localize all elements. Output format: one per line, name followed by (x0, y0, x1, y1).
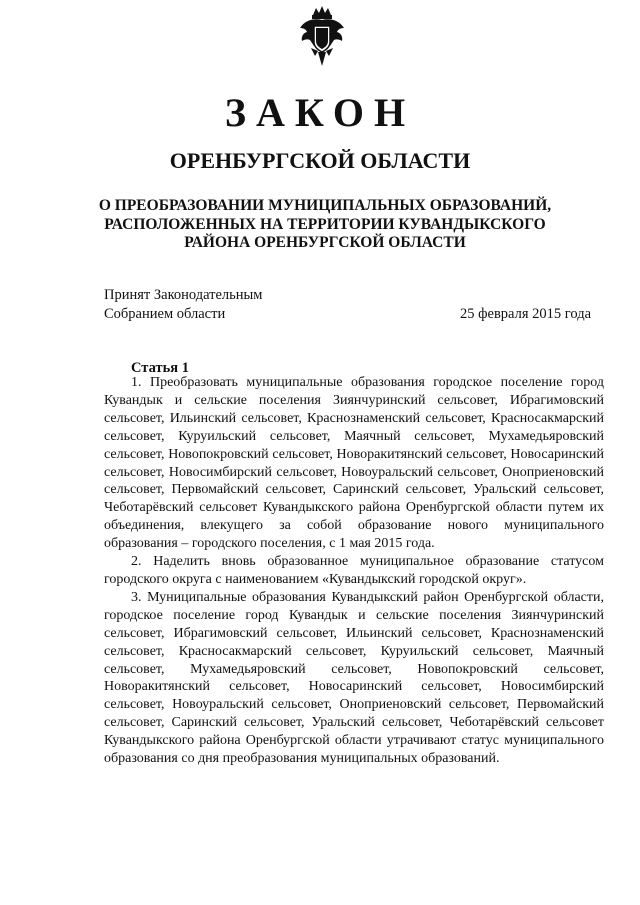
article-paragraph: 3. Муниципальные образования Кувандыкский район Оренбургской области, городское поселение город Кувандык и сельские поселения Зиянчуринский сельсовет, Ибрагимовский сельсовет, Ильинский сельсовет, Краснознаменский сельсовет, Красносакмарский сельсовет, Куруильский сельсовет, Маячный сельсовет, Мухамедьяровский сельсовет, Новопокровский сельсовет, Новоракитянский сельсовет, Новосаринский сельсовет, Новосимбирский сельсовет, Новоуральский сельсовет, Оноприеновский сельсовет, Первомайский сельсовет, Саринский сельсовет, Уральский сельсовет, Чеботарёвский сельсовет Кувандыкского района Оренбургской области утрачивают статус муниципального образования со дня преобразования муниципальных образований. (104, 589, 604, 767)
law-subject (90, 197, 560, 253)
article-title: Статья 1 (131, 360, 189, 376)
article-body (104, 374, 604, 768)
document-title: ЗАКОН (224, 90, 416, 135)
coat-of-arms-icon (297, 6, 347, 68)
law-subject-line: О ПРЕОБРАЗОВАНИИ МУНИЦИПАЛЬНЫХ ОБРАЗОВАНИЙ, (98, 197, 552, 214)
region-name: ОРЕНБУРГСКОЙ ОБЛАСТИ (169, 148, 471, 173)
adoption-body (104, 286, 262, 324)
article-paragraph: 1. Преобразовать муниципальные образования городское поселение город Кувандык и сельские поселения Зиянчуринский сельсовет, Ибрагимовский сельсовет, Ильинский сельсовет, Краснознаменский сельсовет, Красносакмарский сельсовет, Куруильский сельсовет, Маячный сельсовет, Мухамедьяровский сельсовет, Новопокровский сельсовет, Новоракитянский сельсовет, Новосаринский сельсовет, Новосимбирский сельсовет, Новоуральский сельсовет, Оноприеновский сельсовет, Первомайский сельсовет, Саринский сельсовет, Уральский сельсовет, Чеботарёвский сельсовет Кувандыкского района Оренбургской области путем их объединения, влекущего за собой образование нового муниципального образования – городского поселения, с 1 мая 2015 года. (104, 375, 604, 552)
article-paragraph: 2. Наделить вновь образованное муниципальное образование статусом городского округа с наименованием «Кувандыкский городской округ». (104, 554, 604, 587)
adoption-date: 25 февраля 2015 года (460, 306, 592, 322)
adoption-line: Собранием области (104, 306, 226, 322)
adoption-line: Принят Законодательным (104, 287, 263, 303)
law-subject-line: РАСПОЛОЖЕННЫХ НА ТЕРРИТОРИИ КУВАНДЫКСКОГО (104, 215, 546, 233)
law-subject-line: РАЙОНА ОРЕНБУРГСКОЙ ОБЛАСТИ (184, 234, 466, 251)
